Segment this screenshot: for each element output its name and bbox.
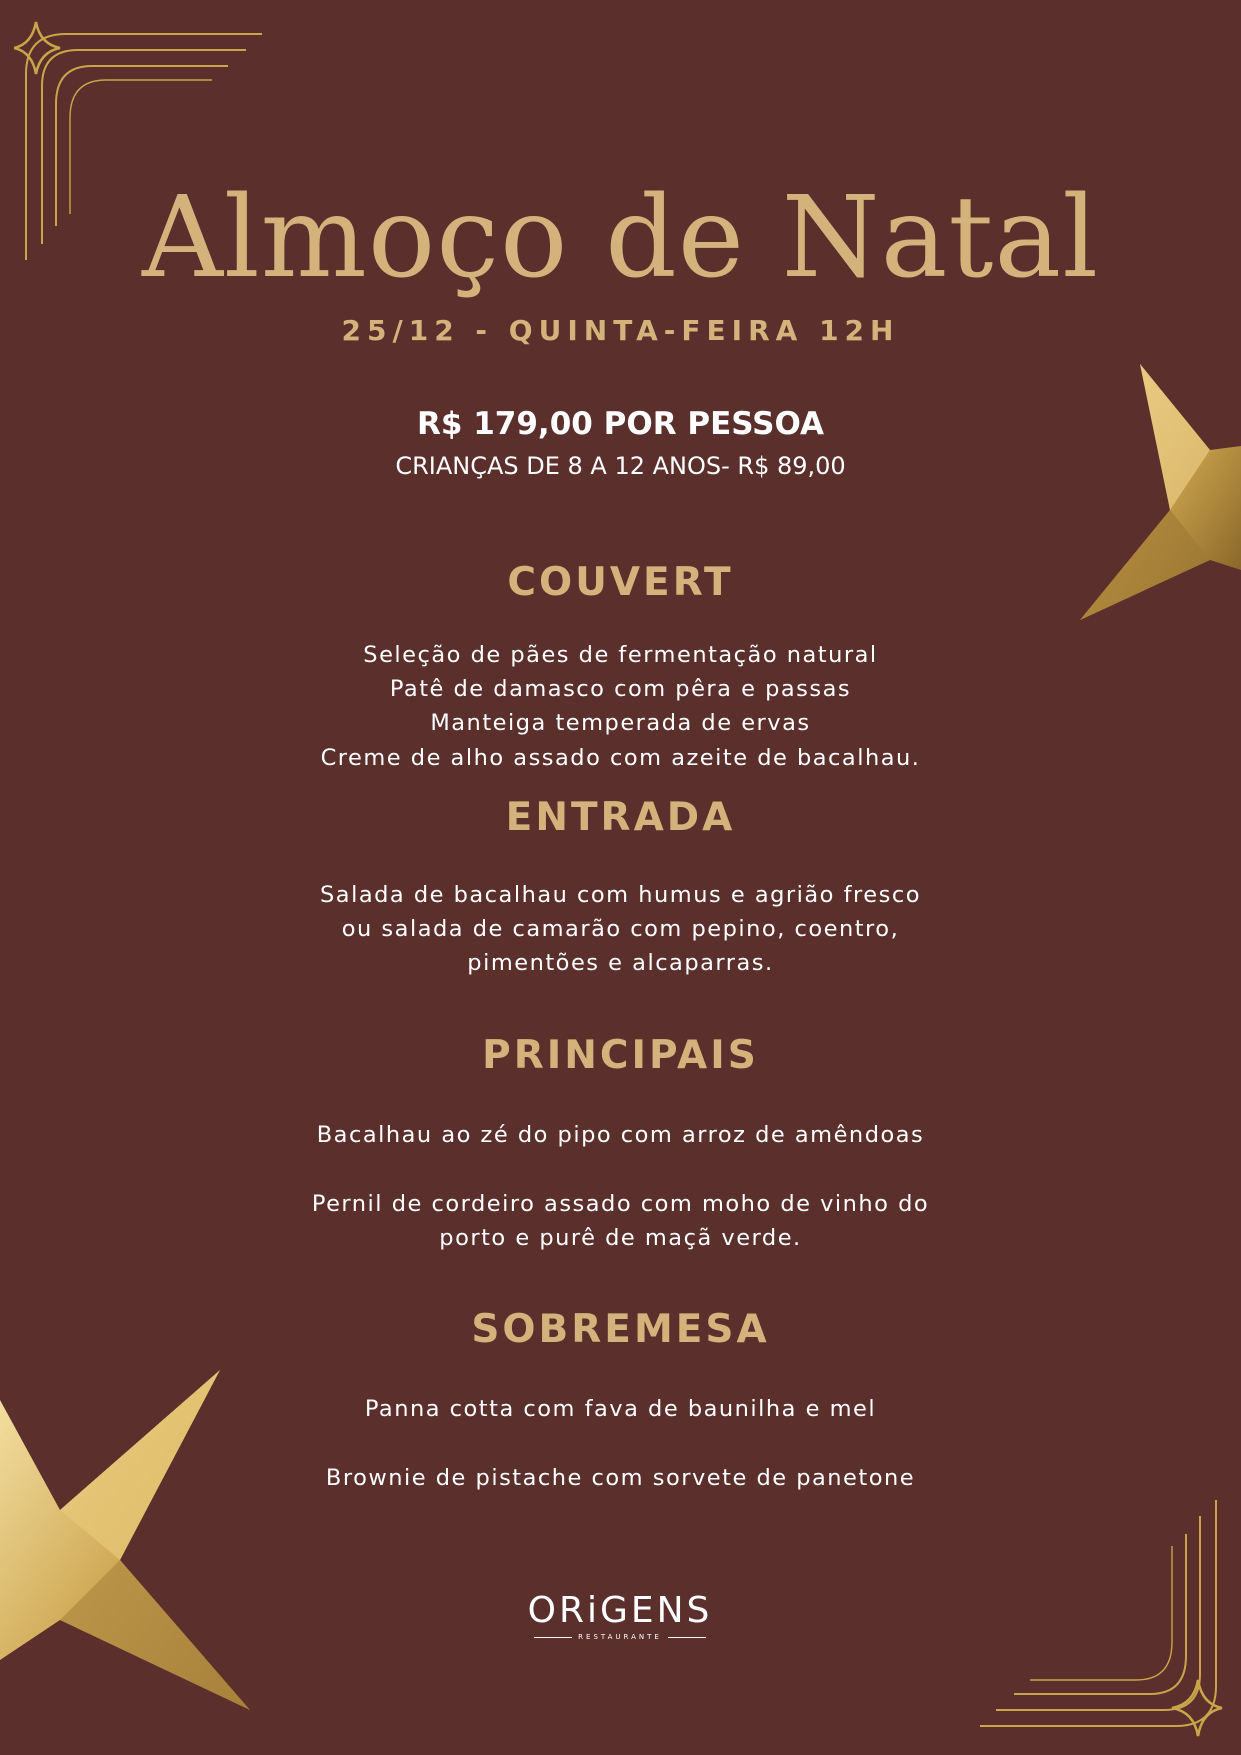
menu-item: Salada de bacalhau com humus e agrião fresco bbox=[320, 882, 921, 908]
section-heading-sobremesa: SOBREMESA bbox=[471, 1307, 770, 1352]
event-date: 25/12 - QUINTA-FEIRA 12H bbox=[341, 314, 900, 347]
divider bbox=[668, 1637, 706, 1638]
divider bbox=[534, 1637, 572, 1638]
corner-ornament-icon bbox=[972, 1490, 1228, 1746]
menu-item: porto e purê de maçã verde. bbox=[439, 1225, 802, 1251]
menu-item: ou salada de camarão com pepino, coentro, bbox=[341, 916, 900, 942]
menu-item: pimentões e alcaparras. bbox=[467, 950, 774, 976]
logo-subtitle-row bbox=[520, 1632, 720, 1642]
restaurant-logo bbox=[520, 1590, 720, 1646]
menu-item: Pernil de cordeiro assado com moho de vinho do bbox=[311, 1191, 930, 1217]
menu-item: Patê de damasco com pêra e passas bbox=[389, 676, 852, 702]
page-title: Almoço de Natal bbox=[141, 173, 1100, 303]
menu-item: Seleção de pães de fermentação natural bbox=[363, 642, 878, 668]
menu-item: Manteiga temperada de ervas bbox=[430, 710, 811, 736]
menu-item: Panna cotta com fava de baunilha e mel bbox=[364, 1396, 877, 1422]
logo-subtitle: RESTAURANTE bbox=[578, 1633, 662, 1641]
section-heading-principais: PRINCIPAIS bbox=[482, 1033, 759, 1078]
menu-item: Bacalhau ao zé do pipo com arroz de amêndoas bbox=[316, 1122, 925, 1148]
section-heading-entrada: ENTRADA bbox=[505, 795, 736, 840]
price-per-person: R$ 179,00 POR PESSOA bbox=[416, 406, 825, 442]
menu-item: Creme de alho assado com azeite de bacalhau. bbox=[320, 745, 921, 771]
section-heading-couvert: COUVERT bbox=[507, 560, 734, 605]
logo-name: ORiGENS bbox=[527, 1590, 713, 1631]
kids-price: CRIANÇAS DE 8 A 12 ANOS- R$ 89,00 bbox=[395, 452, 846, 480]
menu-item: Brownie de pistache com sorvete de panetone bbox=[325, 1465, 916, 1491]
